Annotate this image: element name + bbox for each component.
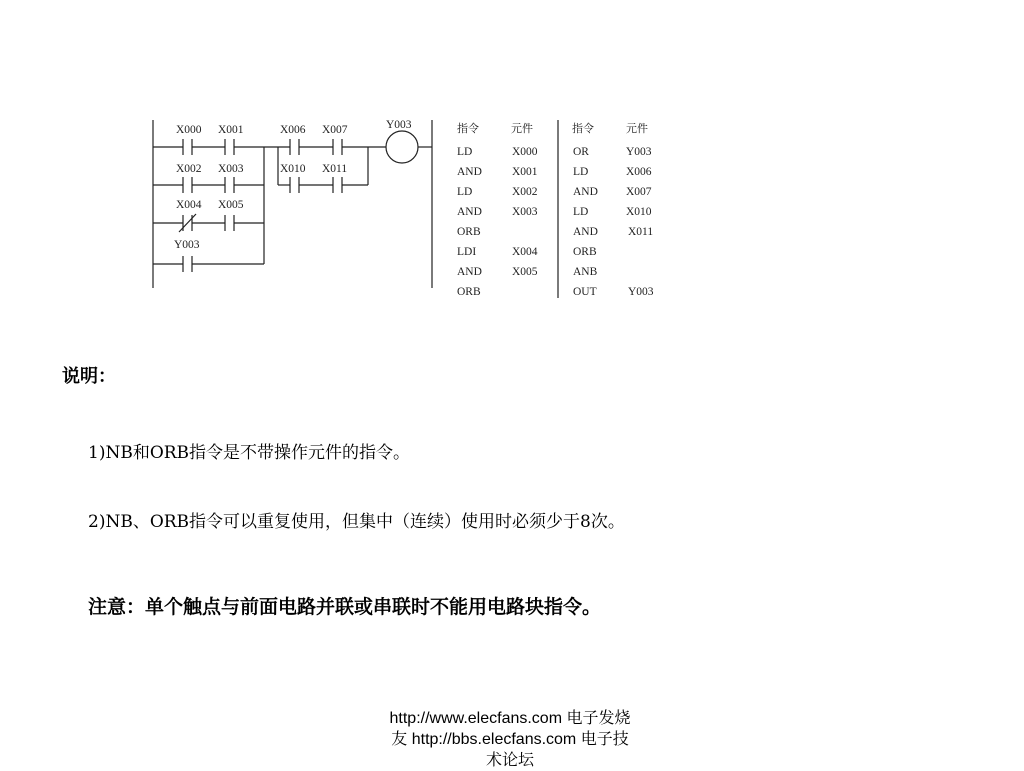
label-x011: X011 [322, 163, 348, 175]
footer-source [340, 708, 680, 771]
header-instruction-left: 指令 [457, 122, 479, 135]
dev-left: X001 [512, 166, 538, 178]
op-right: OUT [573, 286, 597, 298]
op-right: LD [573, 206, 589, 218]
dev-right: X006 [626, 166, 652, 178]
dev-right: X007 [626, 186, 652, 198]
op-left: AND [457, 266, 482, 278]
footer-line-2: 友 http://bbs.elecfans.com 电子技 [391, 731, 629, 748]
op-left: ORB [457, 226, 481, 238]
label-y003: Y003 [174, 239, 200, 251]
op-right: ORB [573, 246, 597, 258]
op-right: AND [573, 186, 598, 198]
warning-note: 注意：单个触点与前面电路并联或串联时不能用电路块指令。 [88, 596, 602, 618]
footer-line-3: 术论坛 [485, 752, 534, 769]
dev-left: X000 [512, 146, 538, 158]
dev-left: X003 [512, 206, 538, 218]
dev-right: X011 [628, 226, 654, 238]
header-instruction-right: 指令 [572, 122, 594, 135]
label-x000: X000 [176, 124, 202, 136]
op-right: ANB [573, 266, 598, 278]
label-x003: X003 [218, 163, 244, 175]
dev-left: X005 [512, 266, 538, 278]
label-coil: Y003 [386, 119, 412, 131]
label-x001: X001 [218, 124, 244, 136]
dev-right: X010 [626, 206, 652, 218]
dev-left: X004 [512, 246, 538, 258]
op-left: ORB [457, 286, 481, 298]
op-right: OR [573, 146, 589, 158]
label-x010: X010 [280, 163, 306, 175]
dev-right: Y003 [628, 286, 654, 298]
label-x007: X007 [322, 124, 348, 136]
label-x004: X004 [176, 199, 202, 211]
op-right: AND [573, 226, 598, 238]
op-left: AND [457, 206, 482, 218]
label-x006: X006 [280, 124, 306, 136]
header-device-right: 元件 [626, 122, 648, 135]
header-device-left: 元件 [511, 122, 533, 135]
notes-title: 说明： [62, 366, 116, 387]
note-item-1: 1)NB和ORB指令是不带操作元件的指令。 [88, 443, 411, 463]
label-x002: X002 [176, 163, 202, 175]
dev-left: X002 [512, 186, 538, 198]
op-left: LDI [457, 246, 477, 258]
ladder-diagram [0, 0, 700, 310]
footer-line-1: http://www.elecfans.com 电子发烧 [389, 710, 631, 727]
op-left: AND [457, 166, 482, 178]
op-left: LD [457, 186, 473, 198]
note-item-2: 2)NB、ORB指令可以重复使用，但集中（连续）使用时必须少于8次。 [88, 512, 625, 532]
label-x005: X005 [218, 199, 244, 211]
dev-right: Y003 [626, 146, 652, 158]
op-right: LD [573, 166, 589, 178]
op-left: LD [457, 146, 473, 158]
coil-y003 [386, 131, 418, 163]
